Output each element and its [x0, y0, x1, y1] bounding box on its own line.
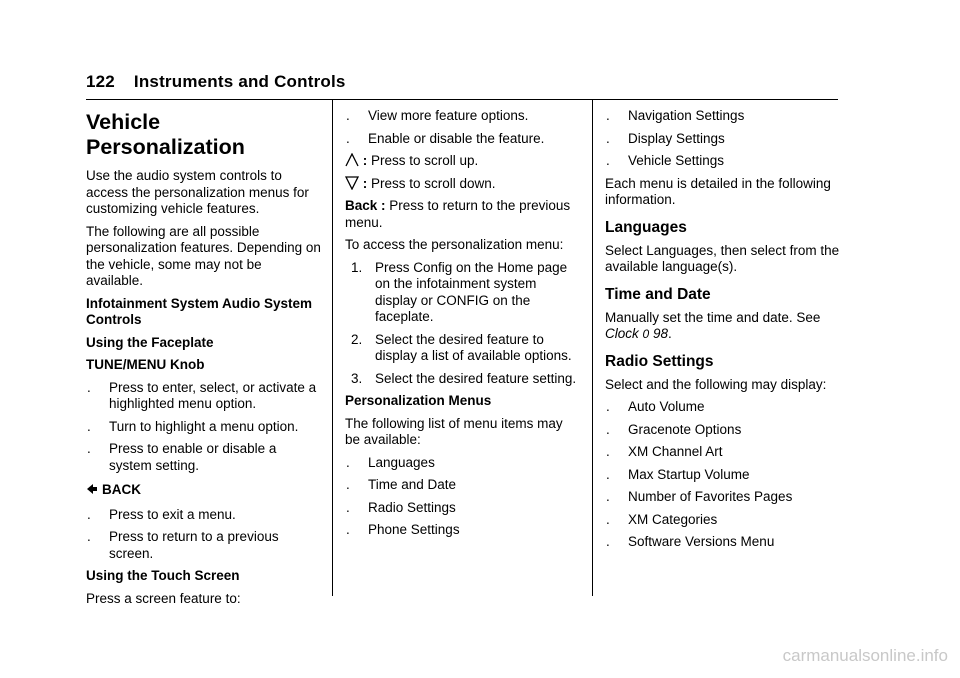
list-item: 1. Press Config on the Home page on the infotainment system display or CONFIG on the faceplate.	[351, 259, 568, 324]
scroll-up-icon	[345, 153, 359, 167]
subheading-personalization-menus: Personalization Menus	[345, 393, 492, 408]
menu-items-list	[345, 455, 581, 539]
touch-intro: Press a screen feature to:	[86, 590, 241, 606]
list-item: . XM Categories	[606, 511, 718, 527]
column-divider-1	[332, 100, 333, 596]
list-item: . Press to enable or disable a system setting.	[87, 441, 277, 473]
scroll-down-icon	[345, 176, 359, 190]
list-item: . Navigation Settings	[606, 108, 745, 123]
list-item: . Phone Settings	[346, 522, 460, 537]
list-item: . View more feature options.	[346, 108, 529, 123]
column-2	[345, 108, 581, 545]
list-item: . Display Settings	[606, 130, 725, 146]
page-header	[86, 72, 346, 92]
time-text: Manually set the time and date. See Clock 0 98.	[605, 309, 821, 341]
heading-languages: Languages	[605, 218, 687, 236]
subheading-faceplate: Using the Faceplate	[86, 334, 214, 350]
column-1	[86, 108, 322, 613]
radio-items-list	[605, 399, 841, 551]
list-item: . Vehicle Settings	[606, 153, 725, 168]
knob-bullet-list	[86, 380, 322, 475]
intro-paragraph: Use the audio system controls to access the personalization menus for customizing vehicle features.	[86, 168, 309, 216]
list-item: . Software Versions Menu	[606, 534, 775, 549]
back-button-heading: BACK	[86, 482, 322, 499]
list-item: . Radio Settings	[346, 499, 456, 515]
clock-reference-link[interactable]: Clock 0 98	[605, 326, 669, 341]
list-item: . Turn to highlight a menu option.	[87, 418, 299, 434]
list-item: . Press to enter, select, or activate a highlighted menu option.	[87, 379, 317, 411]
list-item: . Max Startup Volume	[606, 466, 750, 482]
list-item: . Enable or disable the feature.	[346, 130, 545, 146]
list-item: . Time and Date	[346, 477, 457, 492]
subheading-tune-menu-knob: TUNE/MENU Knob	[86, 357, 205, 372]
access-intro: To access the personalization menu:	[345, 237, 564, 252]
scroll-down-line: : Press to scroll down.	[345, 176, 581, 193]
list-item: . Press to exit a menu.	[87, 506, 236, 522]
scroll-up-line: : Press to scroll up.	[345, 153, 581, 170]
list-item: 2. Select the desired feature to display a list of available options.	[351, 331, 572, 363]
list-item: . Auto Volume	[606, 399, 705, 414]
heading-radio-settings: Radio Settings	[605, 352, 714, 370]
section-title: Vehicle Personalization	[86, 110, 245, 159]
list-item: . Languages	[346, 454, 435, 470]
column-divider-2	[592, 100, 593, 596]
radio-text: Select and the following may display:	[605, 376, 827, 392]
menus-intro: The following list of menu items may be available:	[345, 415, 563, 447]
heading-time-and-date: Time and Date	[605, 285, 711, 303]
list-item: . Gracenote Options	[606, 421, 742, 437]
list-item: . Press to return to a previous screen.	[87, 529, 279, 561]
page-number: 122	[86, 72, 115, 91]
steps-list	[345, 260, 581, 388]
menu-note: Each menu is detailed in the following information.	[605, 175, 831, 207]
page-reference-icon: 0	[642, 327, 650, 341]
chapter-title: Instruments and Controls	[133, 72, 346, 91]
subheading-audio-controls: Infotainment System Audio System Controls	[86, 295, 313, 327]
list-item: . Number of Favorites Pages	[606, 489, 793, 504]
subheading-touch-screen: Using the Touch Screen	[86, 568, 240, 583]
availability-paragraph: The following are all possible personalization features. Depending on the vehicle, some may not be available.	[86, 223, 321, 288]
languages-text: Select Languages, then select from the available language(s).	[605, 242, 840, 274]
watermark: carmanualsonline.info	[782, 646, 948, 665]
header-rule	[86, 99, 838, 100]
touch-bullet-list	[345, 108, 581, 147]
menu-items-list-continued	[605, 108, 841, 170]
column-3	[605, 108, 841, 557]
list-item: 3. Select the desired feature setting.	[351, 370, 577, 386]
list-item: . XM Channel Art	[606, 444, 723, 459]
back-bullet-list	[86, 507, 322, 563]
back-description: Back : Press to return to the previous menu.	[345, 198, 571, 230]
back-arrow-icon	[86, 483, 98, 495]
